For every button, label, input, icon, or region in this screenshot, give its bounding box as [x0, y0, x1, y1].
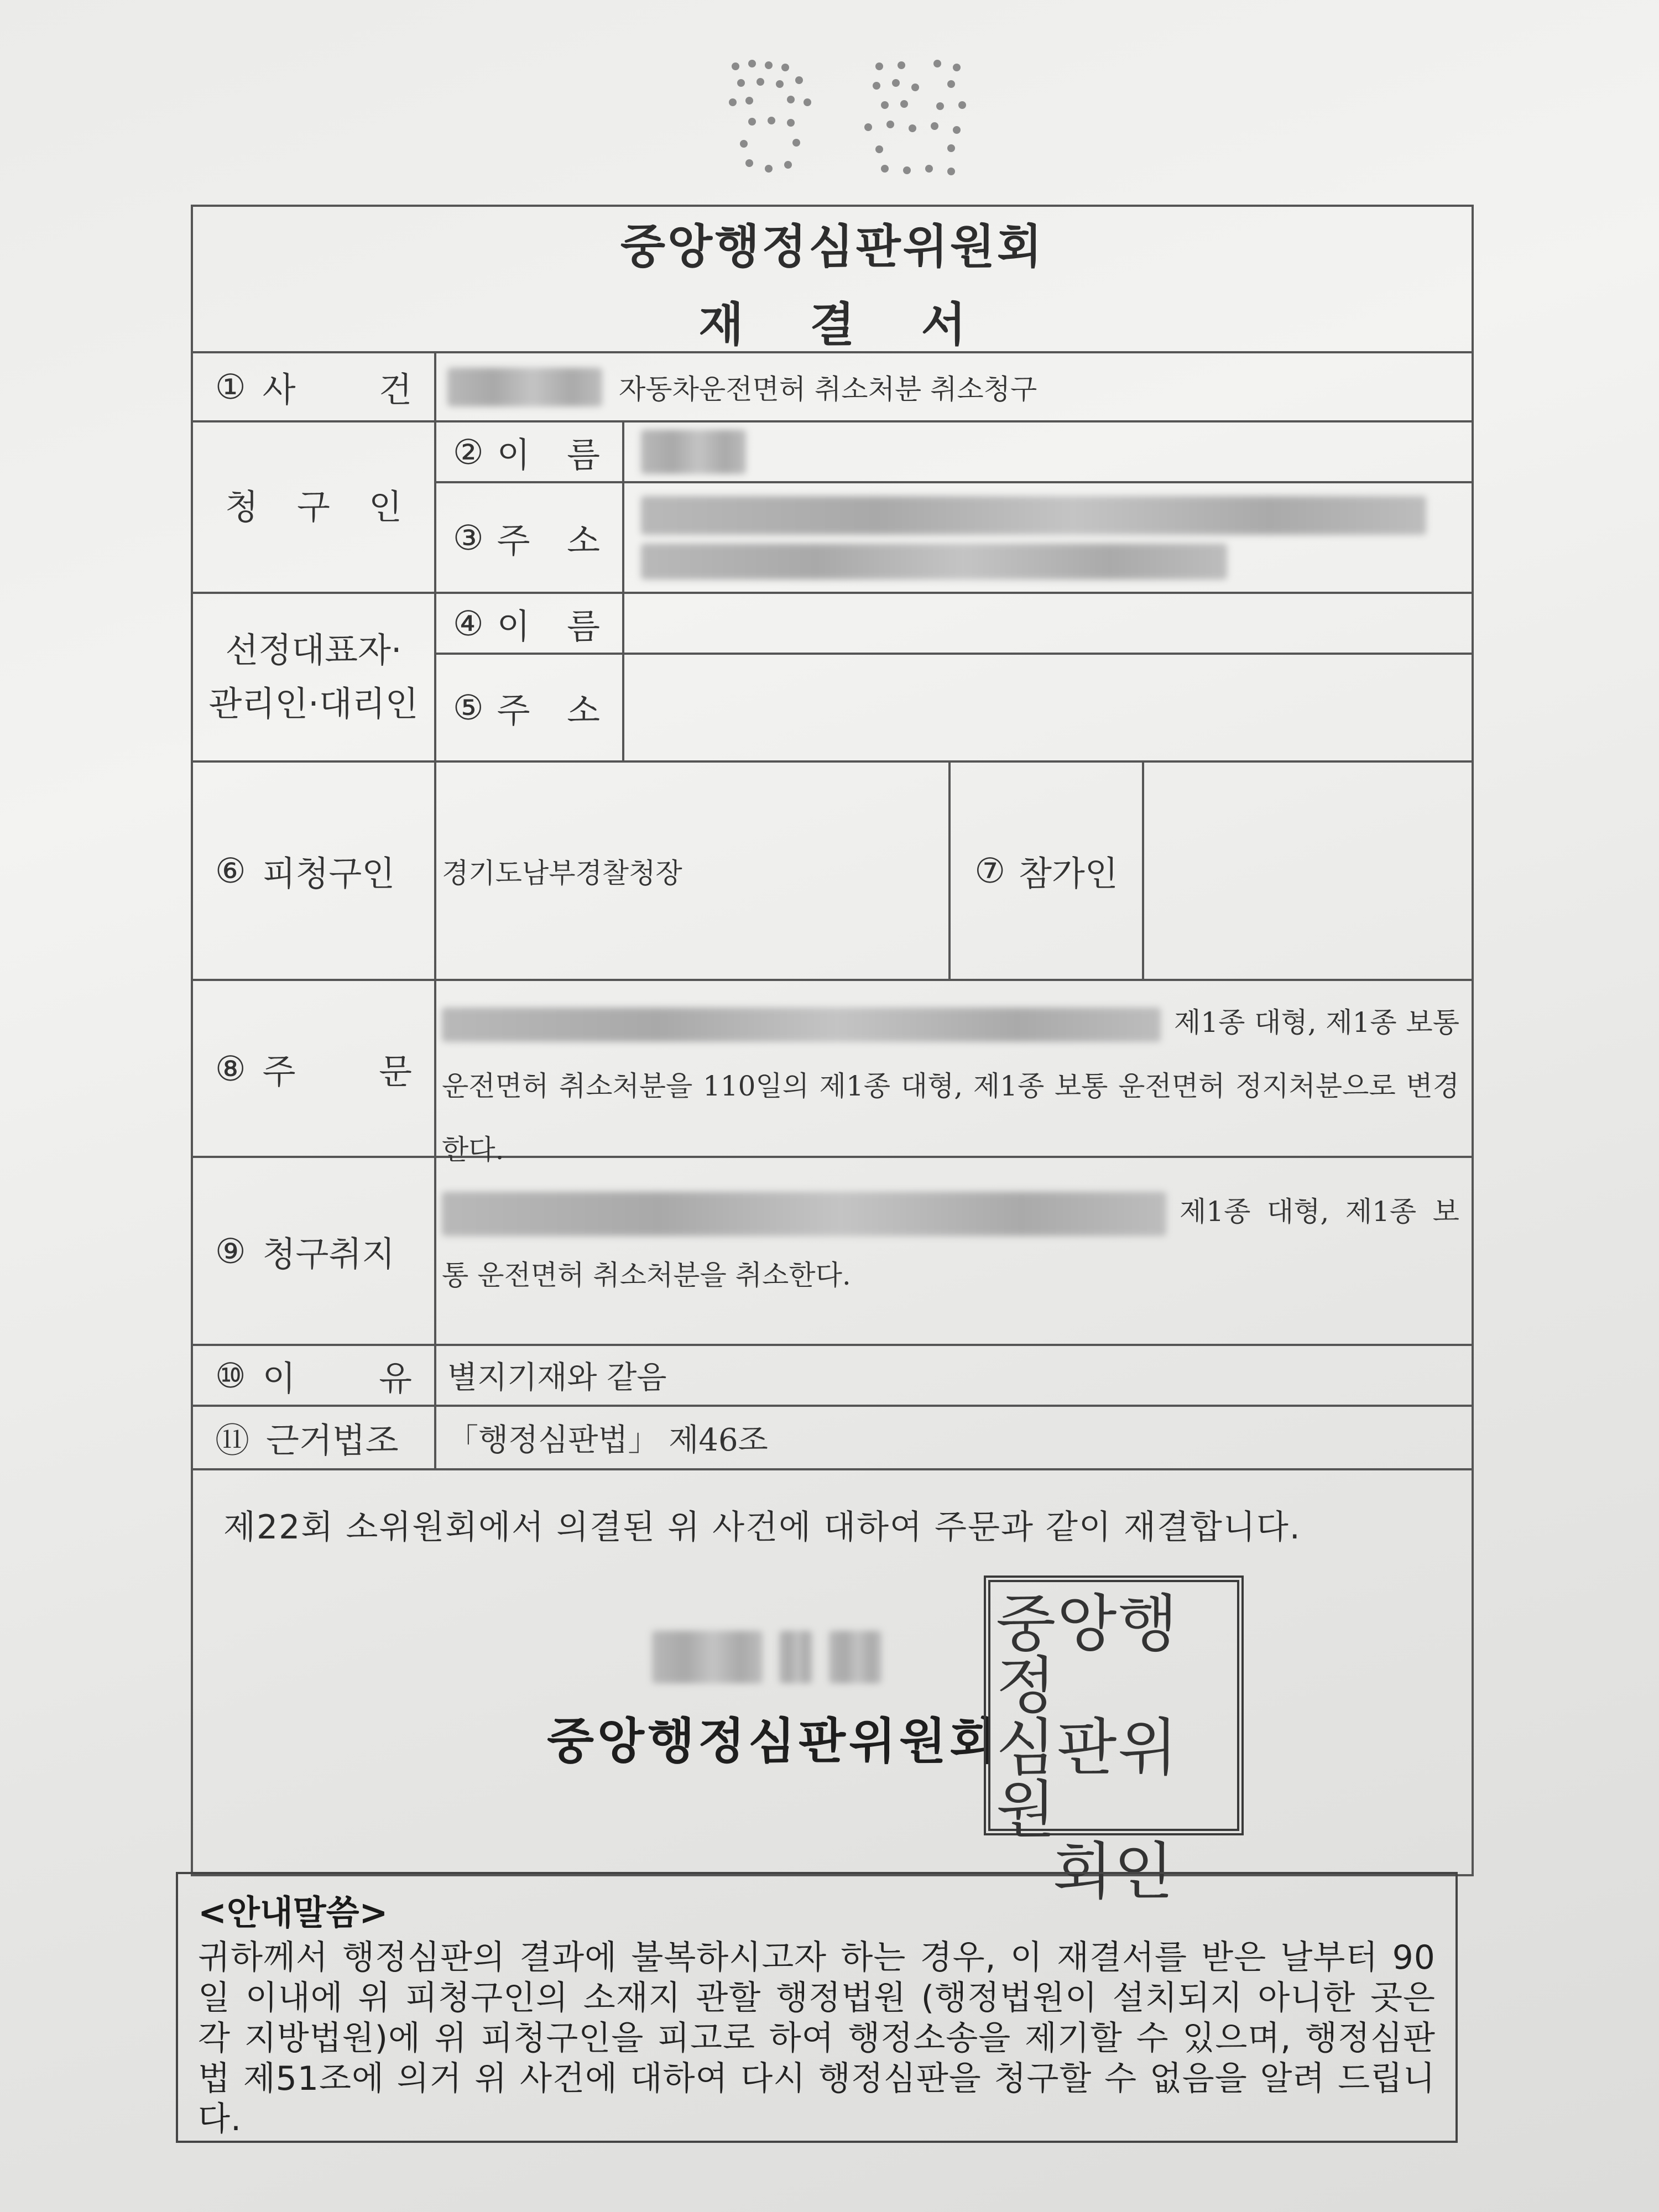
order-row: [193, 981, 1472, 1166]
representative-label-line: 선정대표자·: [225, 630, 402, 671]
representative-name-label: [436, 594, 624, 653]
case-label: [193, 353, 436, 420]
order-label: [193, 981, 436, 1156]
order-value: [436, 981, 1472, 1166]
order-text: 제1종 대형, 제1종 보통 운전면허 취소처분을 110일의 제1종 대형, 제1종 보통 운전면허 정지처분으로 변경한다.: [442, 1006, 1459, 1166]
decision-block: [193, 1470, 1472, 1908]
law-value: 「행정심판법」 제46조: [447, 1422, 768, 1458]
claimant-label-char: 구: [297, 486, 330, 527]
label-char: 이: [497, 434, 530, 475]
reason-value: 별지기재와 같음: [447, 1360, 667, 1396]
label-char: 이: [262, 1358, 296, 1399]
decision-form: [191, 205, 1474, 1908]
doc-title: 재결서: [698, 297, 1032, 352]
label-char: 이: [497, 606, 530, 646]
claimant-address-value: [624, 483, 1472, 592]
claimant-name-number: ②: [453, 431, 484, 472]
redacted-date: [652, 1631, 881, 1686]
case-title: 자동차운전면허 취소처분 취소청구: [619, 373, 1037, 405]
seal-text-line: 심판위원: [996, 1712, 1179, 1846]
participant-label: [951, 763, 1144, 979]
claim-row: [193, 1158, 1472, 1346]
official-seal: [984, 1575, 1244, 1908]
representative-address-number: ⑤: [453, 687, 484, 728]
label-char: 소: [567, 520, 600, 561]
org-title: 중앙행정심판위원회: [620, 219, 1045, 274]
redacted-case-number: [447, 368, 602, 406]
claimant-fields: [436, 422, 1472, 592]
case-value: [436, 353, 1472, 420]
perforation-dots-icon: [719, 55, 984, 188]
law-label: [193, 1407, 436, 1468]
law-number: ⑪: [215, 1420, 250, 1460]
claimant-name-label: [436, 422, 624, 481]
respondent-number: ⑥: [215, 851, 246, 891]
representative-fields: [436, 594, 1472, 760]
claimant-name-value: [624, 422, 1472, 481]
representative-name-number: ④: [453, 603, 484, 644]
claim-value: [436, 1158, 1472, 1344]
redacted-name: [641, 430, 746, 474]
claim-label-text: 청구취지: [262, 1233, 395, 1274]
redacted-day: [829, 1631, 881, 1683]
redacted-address-line: [641, 544, 1227, 580]
case-label-char: 사: [262, 369, 296, 410]
claimant-label-char: 청: [225, 486, 259, 527]
form-header: [193, 207, 1472, 353]
respondent-row: [193, 763, 1472, 981]
claimant-address-row: [436, 483, 1472, 592]
redacted-address-line: [641, 496, 1426, 535]
representative-address-label: [436, 655, 624, 760]
participant-label-text: 참가인: [1018, 853, 1118, 894]
notice-box: [176, 1872, 1458, 2143]
redacted-month: [779, 1631, 812, 1683]
label-char: 소: [567, 690, 600, 731]
redacted-order-prefix: [442, 1008, 1161, 1042]
representative-group-label: [193, 594, 436, 760]
participant-value: [1144, 763, 1472, 979]
label-char: 름: [567, 434, 600, 475]
notice-body: 귀하께서 행정심판의 결과에 불복하시고자 하는 경우, 이 재결서를 받은 날부터 90일 이내에 위 피청구인의 소재지 관할 행정법원 (행정법원이 설치되지 아니한 곳은 각 지방법원)에 위 피청구인을 피고로 하여 행정소송을 제기할 수 있으며, 행정심판법 제51조에 의거 위 사건에 대하여 다시 행정심판을 청구할 수 없음을 알려 드립니다.: [198, 1938, 1436, 2138]
reason-number: ⑩: [215, 1355, 246, 1396]
claim-number: ⑨: [215, 1230, 246, 1271]
perforated-seal-mark: [719, 55, 984, 188]
representative-name-value: [624, 594, 1472, 653]
redacted-year: [652, 1631, 763, 1683]
signer-name: 중앙행정심판위원회: [547, 1713, 1000, 1770]
claimant-group-label: [193, 422, 436, 592]
redacted-claim-prefix: [442, 1192, 1166, 1236]
label-char: 유: [379, 1358, 412, 1399]
case-label-char: 건: [379, 369, 412, 410]
reason-row: [193, 1346, 1472, 1407]
order-number: ⑧: [215, 1048, 246, 1089]
claimant-address-label: [436, 483, 624, 592]
law-label-text: 근거법조: [266, 1420, 399, 1460]
law-row: [193, 1407, 1472, 1470]
label-char: 주: [497, 520, 530, 561]
label-char: 름: [567, 606, 600, 646]
respondent-label-text: 피청구인: [262, 853, 395, 894]
label-char: 문: [379, 1051, 412, 1092]
notice-heading: <안내말씀>: [198, 1892, 388, 1933]
reason-label: [193, 1346, 436, 1405]
claim-label: [193, 1158, 436, 1344]
respondent-value: 경기도남부경찰청장: [436, 763, 951, 979]
case-number-mark: ①: [215, 367, 246, 407]
claimant-label-char: 인: [368, 486, 402, 527]
claimant-address-number: ③: [453, 517, 484, 558]
seal-text-line: 중앙행정: [996, 1588, 1179, 1722]
label-char: 주: [262, 1051, 296, 1092]
label-char: 주: [497, 690, 530, 731]
representative-address-value: [624, 655, 1472, 760]
claim-text: 제1종 대형, 제1종 보통 운전면허 취소처분을 취소한다.: [442, 1196, 1459, 1291]
representative-label-line: 관리인·대리인: [208, 683, 419, 724]
representative-address-row: [436, 655, 1472, 760]
decision-statement: 제22회 소위원회에서 의결된 위 사건에 대하여 주문과 같이 재결합니다.: [223, 1508, 1301, 1547]
respondent-label: [193, 763, 436, 979]
seal-text-line: 회인: [1052, 1836, 1175, 1908]
claimant-name-row: [436, 422, 1472, 483]
case-row: [193, 353, 1472, 422]
representative-block: [193, 594, 1472, 763]
claimant-block: [193, 422, 1472, 594]
representative-name-row: [436, 594, 1472, 655]
participant-number: ⑦: [974, 851, 1005, 891]
